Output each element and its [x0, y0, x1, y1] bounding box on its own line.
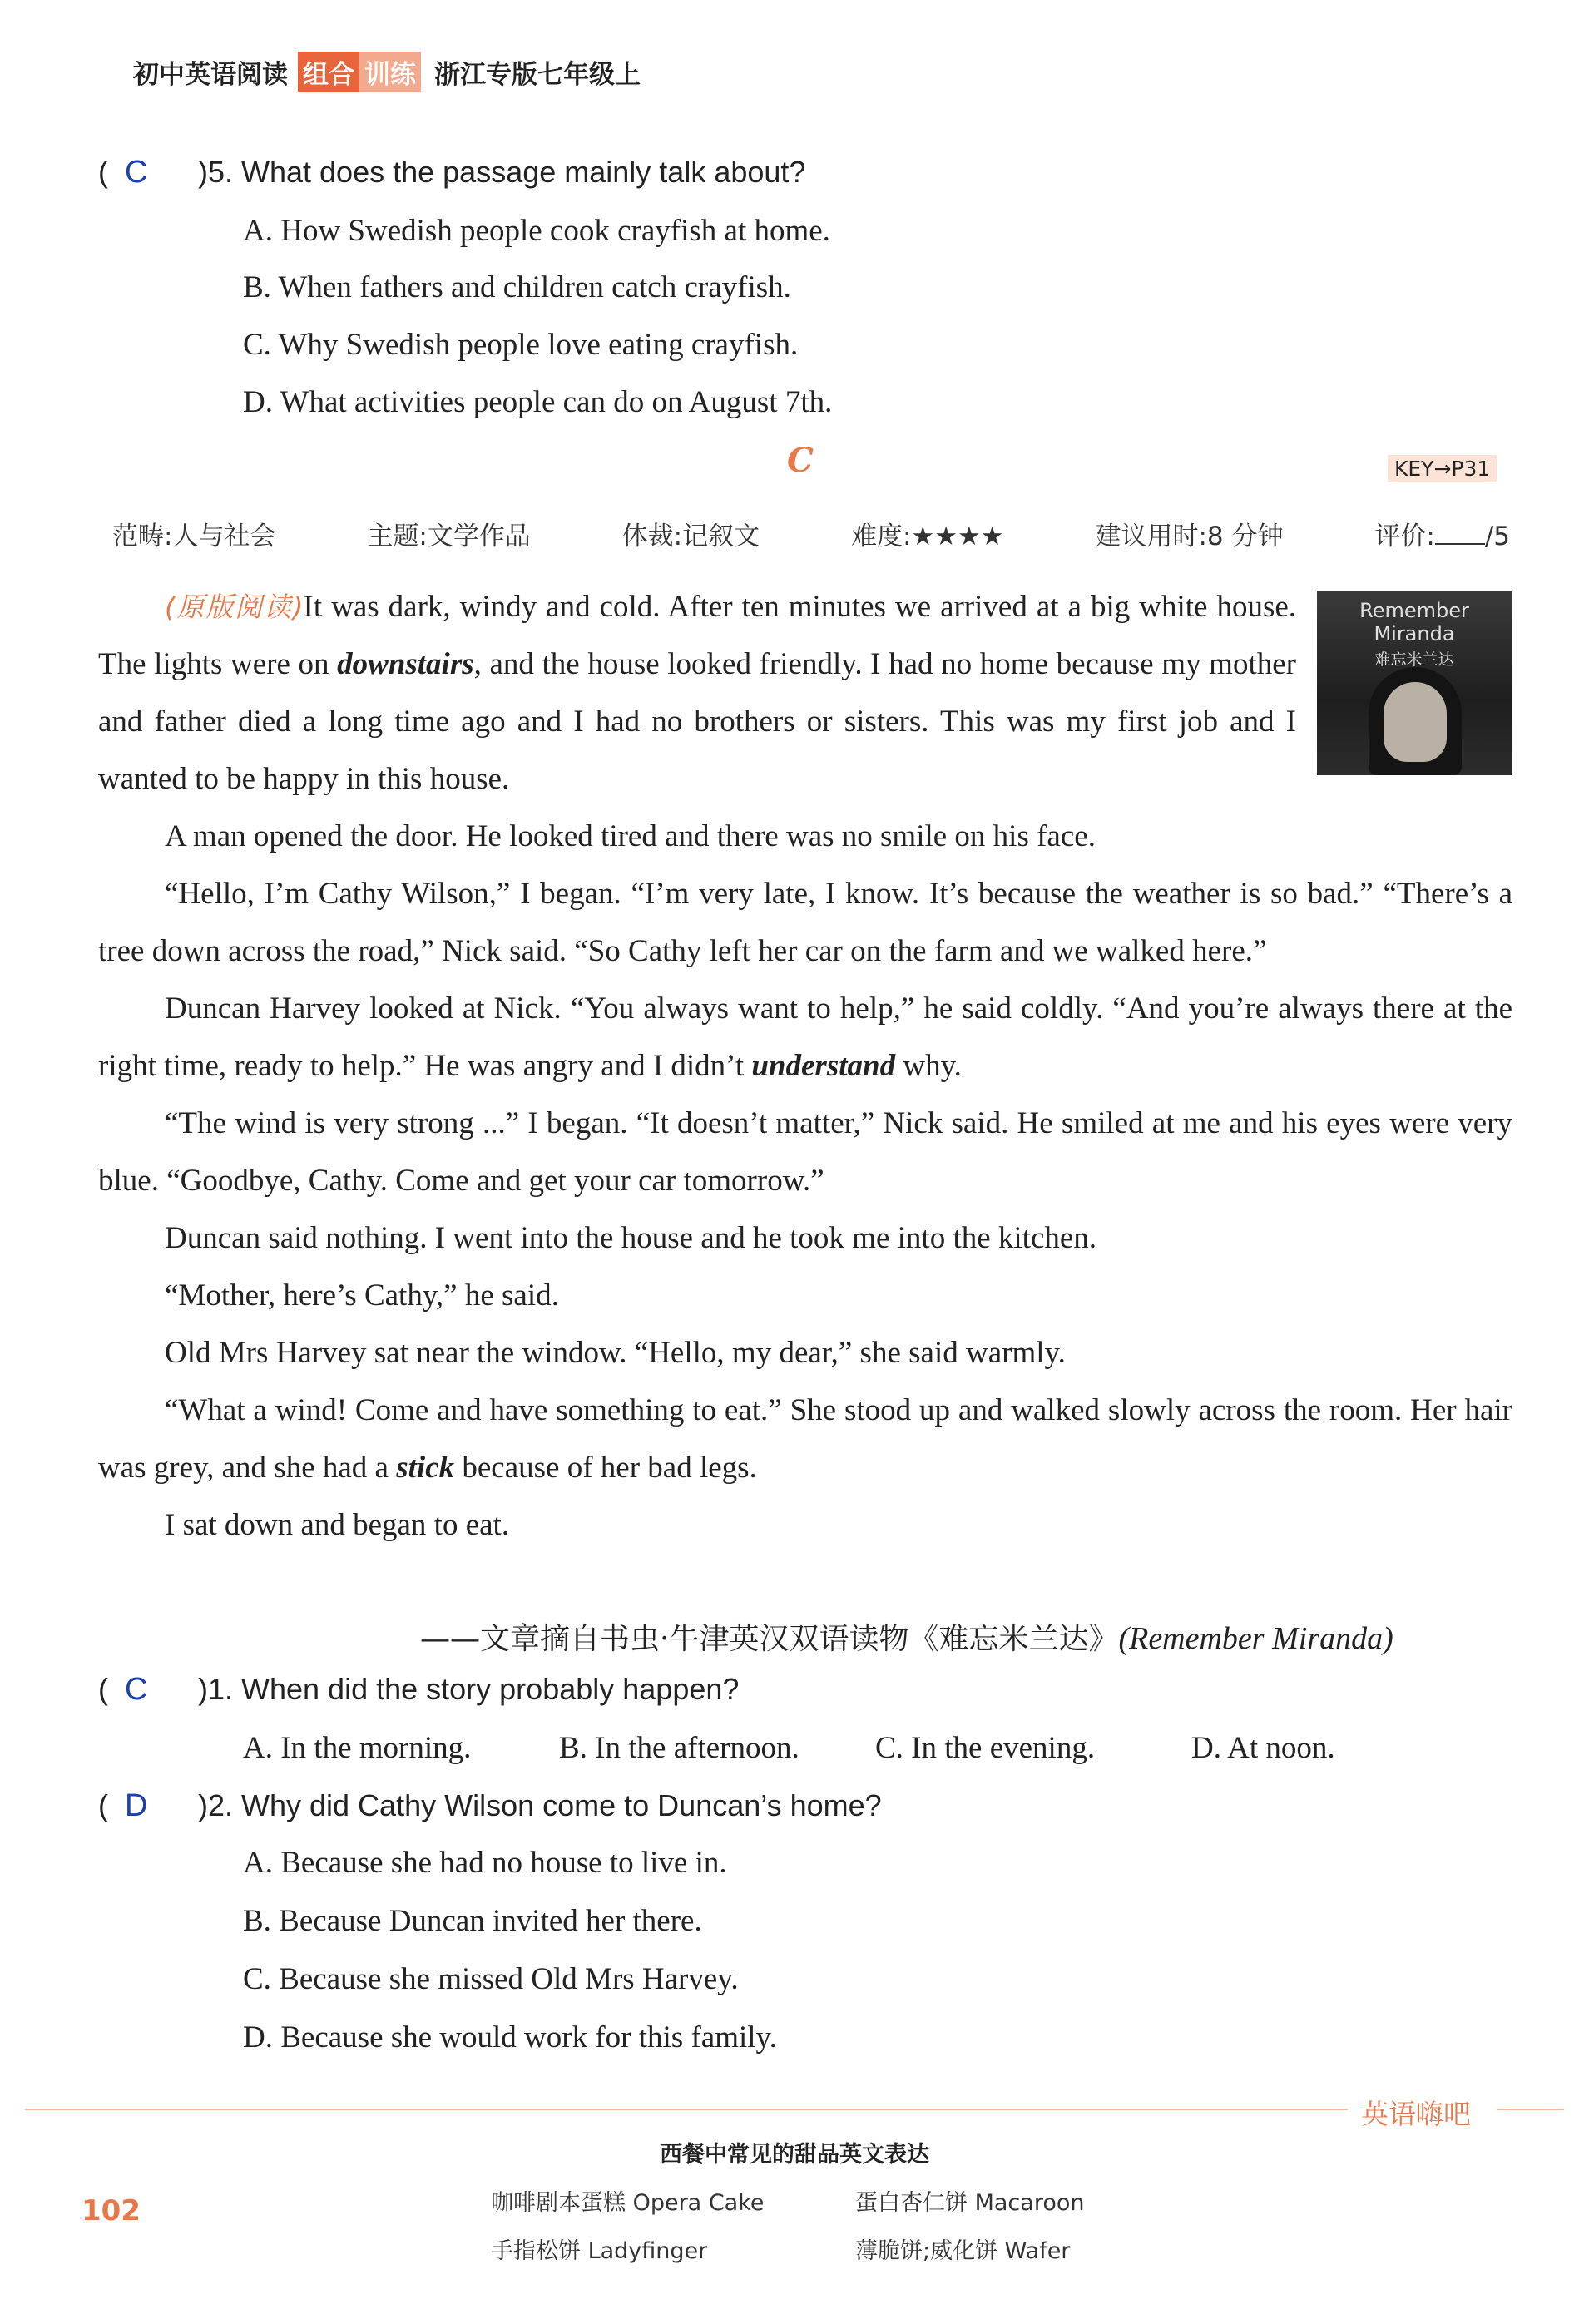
page-number: 102	[82, 2194, 141, 2228]
answer-paren: ( D	[98, 1788, 148, 1823]
book-subtitle: 浙江专版七年级上	[434, 60, 641, 90]
answer-paren: ( C	[98, 1672, 148, 1707]
paragraph-7: “Mother, here’s Cathy,” he said.	[165, 1278, 559, 1313]
answer-paren: ( C	[98, 155, 148, 190]
meta-time: 建议用时:8 分钟	[1095, 522, 1284, 551]
option-c: C. Why Swedish people love eating crayfish.	[243, 328, 799, 362]
passage-source: ——文章摘自书虫·牛津英汉双语读物《难忘米兰达》(Remember Miranda)	[420, 1621, 1393, 1656]
paragraph-5: “The wind is very strong ...” I began. “It doesn’t matter,” Nick said. He smiled at me and his eyes were very blue. “Goodbye, Cathy. Come and get your car tomorrow.”	[98, 1106, 1512, 1198]
footer-rule-left	[25, 2109, 1348, 2110]
keyword-downstairs: downstairs	[337, 647, 474, 681]
meta-theme: 主题:文学作品	[367, 522, 531, 551]
page-header	[133, 52, 641, 92]
footer-item: 手指松饼 Ladyfinger	[491, 2238, 708, 2264]
q2-option-b: B. Because Duncan invited her there.	[243, 1904, 702, 1938]
meta-category: 范畴:人与社会	[112, 522, 276, 551]
paragraph-9: “What a wind! Come and have something to eat.” She stood up and walked slowly across the room. Her hair was grey, and she had a stick because of her bad legs.	[98, 1393, 1512, 1485]
book-title: 初中英语阅读	[133, 60, 288, 90]
question-5	[98, 155, 805, 190]
paragraph-1: (原版阅读)It was dark, windy and cold. After ten minutes we arrived at a big white house. The lights were on downstairs, and the house looked friendly. I had no home because my mother and father died a long time ago and I had no brothers or sisters. This was my first job and I wanted to be happy in this house.	[98, 590, 1297, 796]
footer-title: 西餐中常见的甜品英文表达	[660, 2142, 929, 2168]
answer-letter: C	[125, 155, 148, 190]
cover-title: Remember Miranda	[1359, 599, 1469, 645]
paragraph-10: I sat down and began to eat.	[165, 1508, 510, 1542]
header-badge-combo: 组合	[298, 52, 359, 92]
option-d: D. What activities people can do on August 7th.	[243, 385, 833, 419]
header-badge-training: 训练	[359, 52, 421, 92]
q2-option-c: C. Because she missed Old Mrs Harvey.	[243, 1962, 739, 1996]
footer-rule-right	[1497, 2109, 1564, 2110]
q1-option-d: D. At noon.	[1191, 1731, 1335, 1765]
keyword-stick: stick	[396, 1451, 455, 1485]
original-reading-tag: (原版阅读)	[165, 591, 304, 623]
question-stem: )2. Why did Cathy Wilson come to Duncan’s home?	[198, 1788, 882, 1822]
question-2	[98, 1788, 882, 1824]
paragraph-3: “Hello, I’m Cathy Wilson,” I began. “I’m very late, I know. It’s because the weather is so bad.” “There’s a tree down across the road,” Nick said. “So Cathy left her car on the farm and we walked here.”	[98, 877, 1512, 968]
question-1	[98, 1672, 739, 1708]
keyword-understand: understand	[751, 1049, 896, 1083]
footer-item: 薄脆饼;威化饼 Wafer	[855, 2238, 1071, 2264]
answer-key-ref: KEY→P31	[1388, 455, 1497, 482]
footer-item: 蛋白杏仁饼 Macaroon	[855, 2190, 1085, 2216]
meta-rating: 评价: /5	[1374, 522, 1510, 551]
cover-title-cn: 难忘米兰达	[1374, 650, 1454, 669]
paragraph-2: A man opened the door. He looked tired and there was no smile on his face.	[165, 819, 1096, 853]
footer-item: 咖啡剧本蛋糕 Opera Cake	[491, 2190, 765, 2216]
question-stem: )5. What does the passage mainly talk about?	[198, 155, 806, 189]
meta-genre: 体裁:记叙文	[621, 522, 760, 551]
q1-option-a: A. In the morning.	[243, 1731, 472, 1765]
footer-tag: 英语嗨吧	[1361, 2098, 1471, 2130]
passage-meta	[112, 515, 1510, 552]
paragraph-4: Duncan Harvey looked at Nick. “You always want to help,” he said coldly. “And you’re always there at the right time, ready to help.” He was angry and I didn’t understand why.	[98, 991, 1512, 1083]
paragraph-6: Duncan said nothing. I went into the house and he took me into the kitchen.	[165, 1221, 1097, 1255]
question-stem: )1. When did the story probably happen?	[198, 1672, 740, 1706]
q1-option-c: C. In the evening.	[875, 1731, 1096, 1765]
q2-option-a: A. Because she had no house to live in.	[243, 1846, 727, 1880]
option-a: A. How Swedish people cook crayfish at home.	[243, 214, 830, 248]
option-b: B. When fathers and children catch crayfish.	[243, 270, 791, 304]
reading-passage	[98, 578, 1512, 1554]
q2-option-d: D. Because she would work for this family.	[243, 2020, 777, 2055]
answer-letter: C	[125, 1672, 148, 1707]
rating-blank[interactable]	[1435, 543, 1485, 545]
q1-option-b: B. In the afternoon.	[559, 1731, 799, 1765]
meta-difficulty: 难度:★★★★	[850, 522, 1004, 551]
answer-letter: D	[125, 1788, 148, 1823]
paragraph-8: Old Mrs Harvey sat near the window. “Hello, my dear,” she said warmly.	[165, 1336, 1066, 1370]
section-letter: C	[787, 441, 814, 480]
